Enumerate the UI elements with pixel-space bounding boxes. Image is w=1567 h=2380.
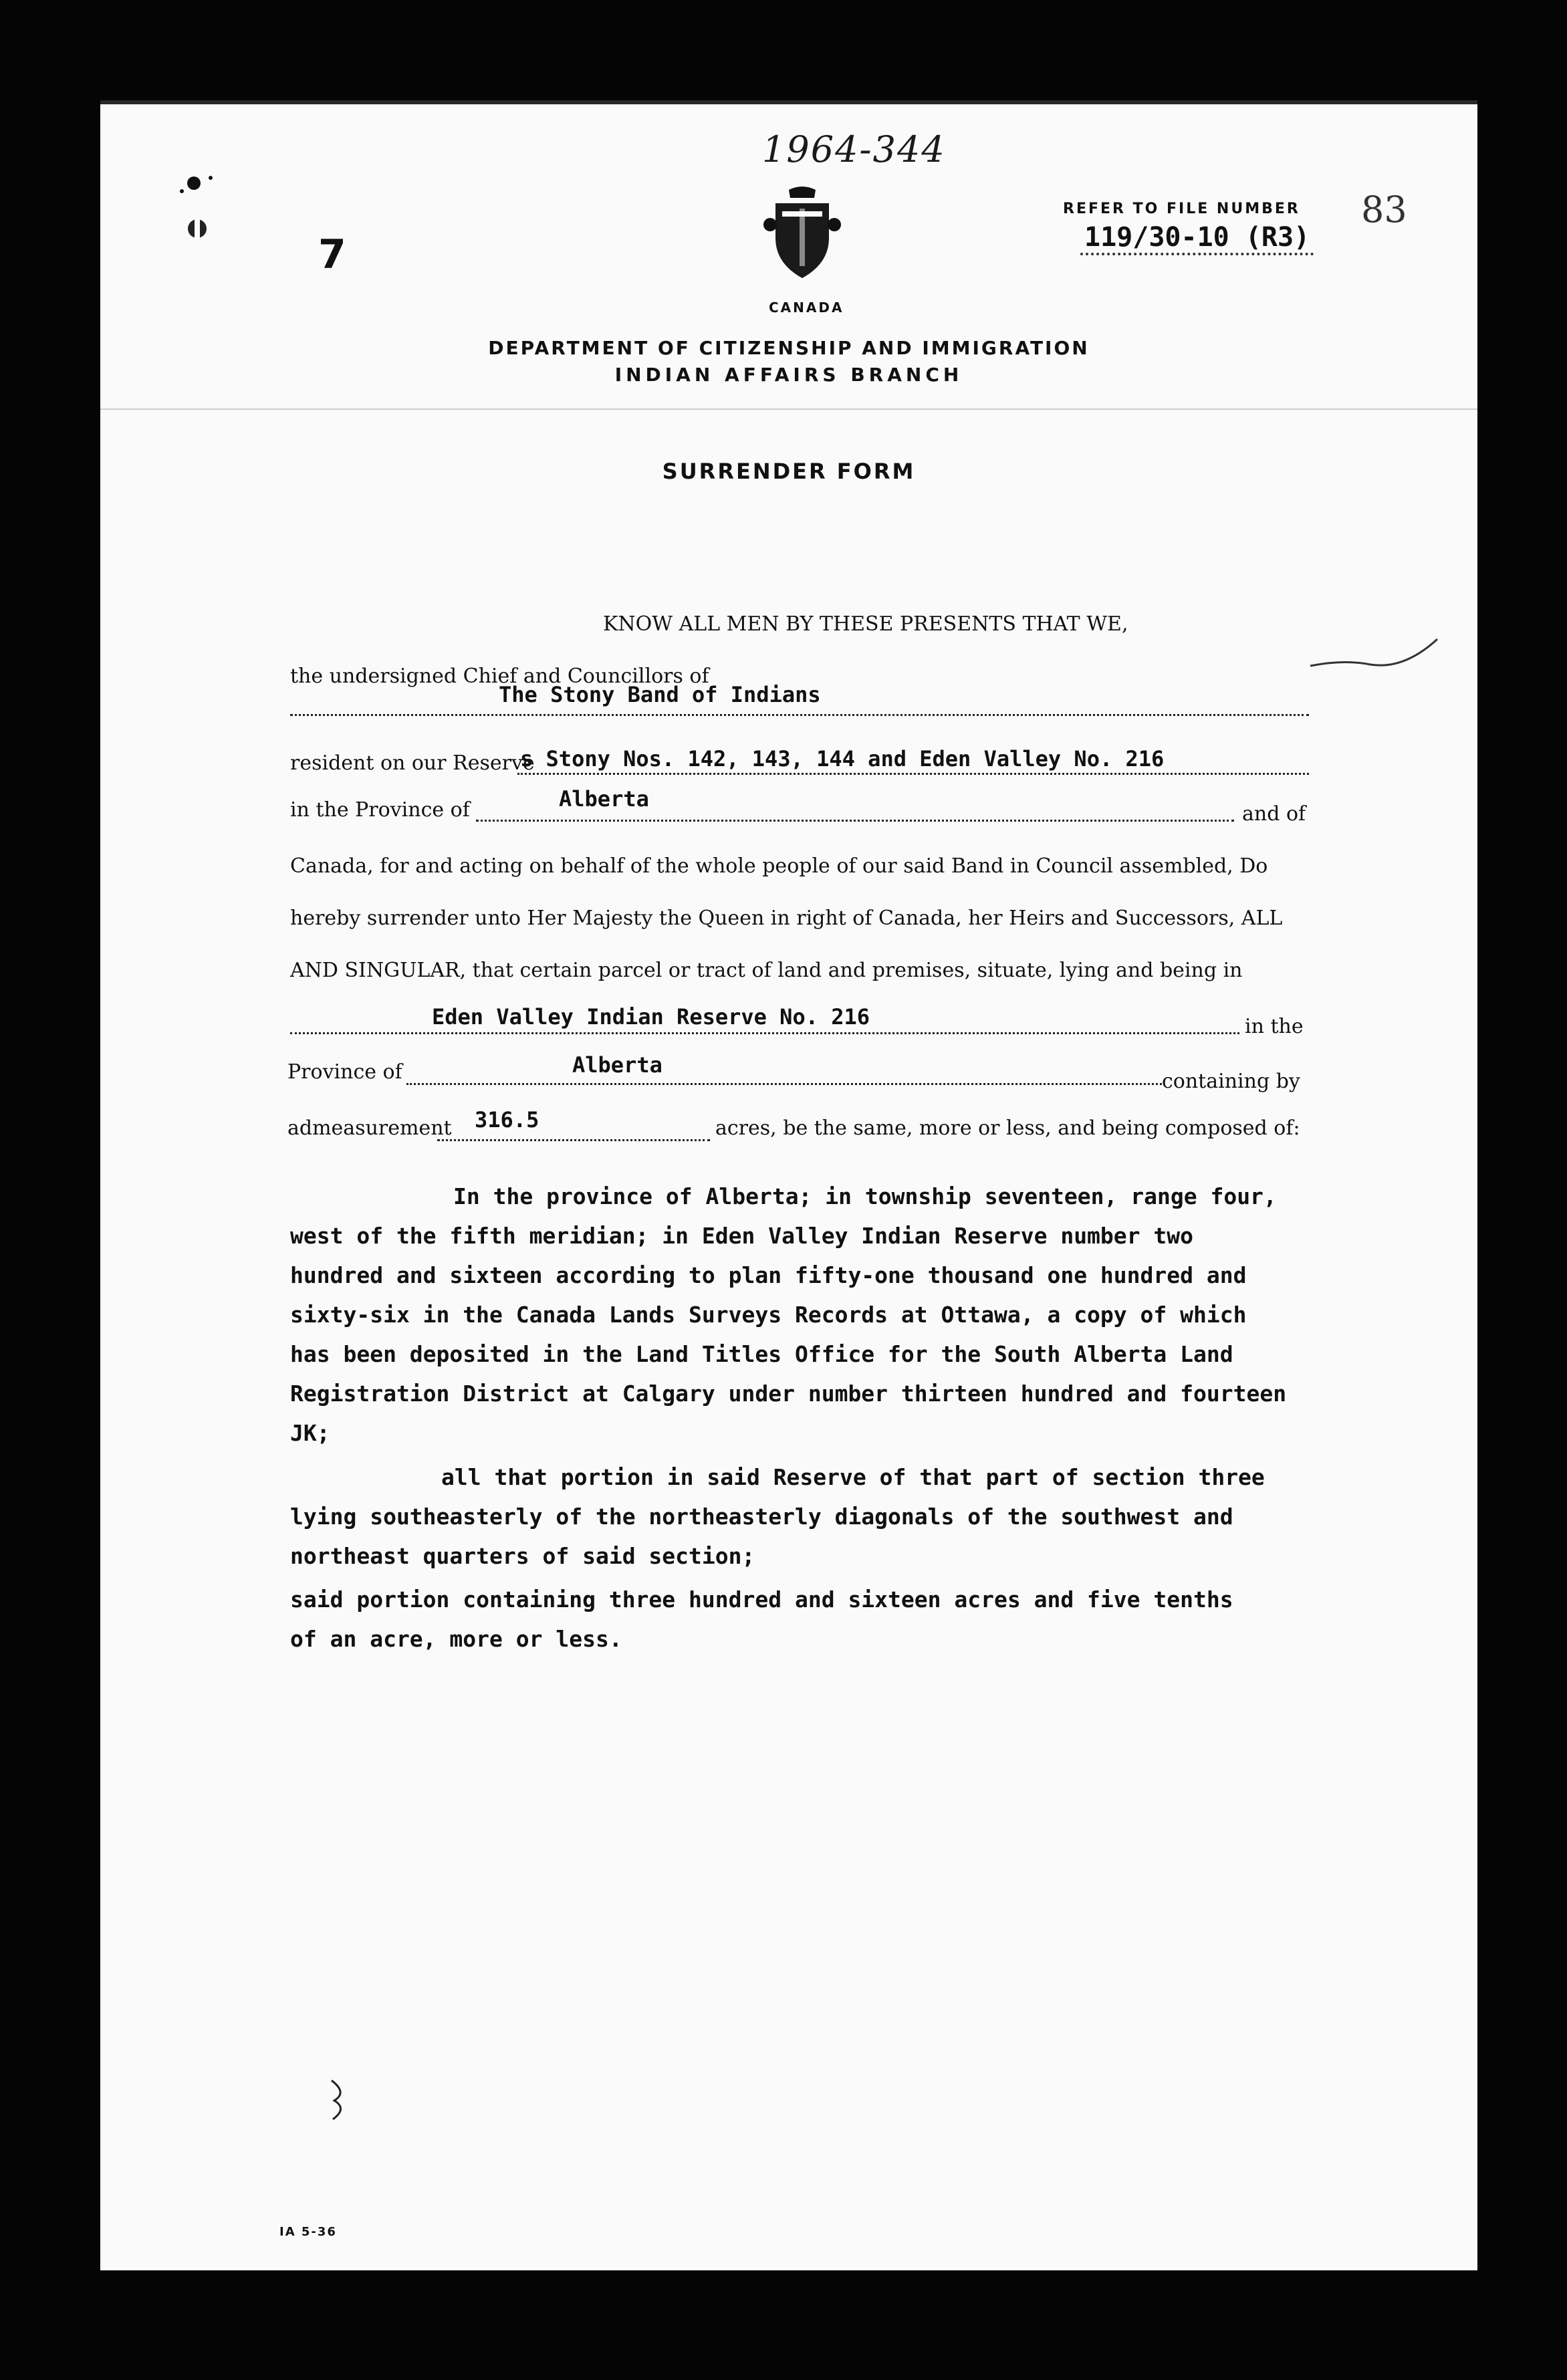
province-line-2	[406, 1076, 1162, 1085]
resident-label: resident on our Reserve	[290, 751, 535, 775]
document-page	[100, 100, 1477, 2270]
province-value-2: Alberta	[572, 1052, 662, 1078]
and-of-text: and of	[1242, 802, 1306, 826]
branch-heading: INDIAN AFFAIRS BRANCH	[614, 364, 963, 386]
acres-value: 316.5	[475, 1107, 539, 1133]
refer-to-file-label: REFER TO FILE NUMBER	[1063, 201, 1300, 217]
description-line-1: In the province of Alberta; in township seventeen, range four,	[453, 1183, 1277, 1209]
surrender-paragraph-line-2: hereby surrender unto Her Majesty the Queen in right of Canada, her Heirs and Successors, ALL	[290, 907, 1283, 930]
land-value: Eden Valley Indian Reserve No. 216	[432, 1004, 870, 1030]
refer-to-file-value: 119/30-10 (R3)	[1080, 222, 1314, 255]
province-label: in the Province of	[290, 798, 470, 822]
department-heading: DEPARTMENT OF CITIZENSHIP AND IMMIGRATION	[488, 337, 1090, 359]
undersigned-text: the undersigned Chief and Councillors of	[290, 665, 709, 688]
in-the-text: in the	[1245, 1015, 1304, 1038]
province-value: Alberta	[559, 786, 649, 812]
description-line-6: Registration District at Calgary under number thirteen hundred and fourteen	[290, 1381, 1287, 1407]
admeasurement-label: admeasurement	[287, 1116, 452, 1140]
description-line-11: said portion containing three hundred and sixteen acres and five tenths	[290, 1586, 1233, 1613]
surrender-paragraph-line-3: AND SINGULAR, that certain parcel or tract of land and premises, situate, lying and being in	[290, 959, 1243, 982]
containing-by-text: containing by	[1162, 1070, 1300, 1093]
description-line-7: JK;	[290, 1420, 330, 1446]
description-line-2: west of the fifth meridian; in Eden Valley Indian Reserve number two	[290, 1223, 1194, 1249]
acres-text: acres, be the same, more or less, and being composed of:	[715, 1116, 1300, 1140]
coat-of-arms-emblem	[762, 185, 842, 285]
margin-mark: 7	[318, 231, 346, 278]
page-number: 83	[1361, 189, 1407, 231]
description-line-10: northeast quarters of said section;	[290, 1543, 755, 1569]
header-divider	[100, 408, 1477, 410]
band-name-value: The Stony Band of Indians	[499, 682, 821, 707]
description-line-4: sixty-six in the Canada Lands Surveys Records at Ottawa, a copy of which	[290, 1302, 1247, 1328]
canada-caption: CANADA	[769, 300, 844, 316]
surrender-paragraph-line-1: Canada, for and acting on behalf of the whole people of our said Band in Council assembled, Do	[290, 854, 1268, 878]
reserve-value: s Stony Nos. 142, 143, 144 and Eden Valley No. 216	[520, 746, 1165, 771]
description-line-8: all that portion in said Reserve of that part of section three	[441, 1464, 1265, 1490]
province-label-2: Province of	[287, 1060, 402, 1084]
province-line	[476, 813, 1234, 822]
pencil-stroke	[1304, 612, 1451, 693]
handwritten-accession-number: 1964-344	[762, 128, 946, 170]
pencil-mark	[328, 2076, 354, 2123]
acres-line	[437, 1133, 710, 1141]
description-line-9: lying southeasterly of the northeasterly diagonals of the southwest and	[290, 1504, 1233, 1530]
description-line-12: of an acre, more or less.	[290, 1626, 622, 1652]
punch-hole-marks	[174, 164, 234, 245]
description-line-5: has been deposited in the Land Titles Office for the South Alberta Land	[290, 1341, 1233, 1367]
description-line-3: hundred and sixteen according to plan fifty-one thousand one hundred and	[290, 1262, 1247, 1288]
form-title: SURRENDER FORM	[662, 459, 916, 484]
intro-text: KNOW ALL MEN BY THESE PRESENTS THAT WE,	[603, 612, 1128, 636]
form-code: IA 5-36	[279, 2225, 337, 2239]
